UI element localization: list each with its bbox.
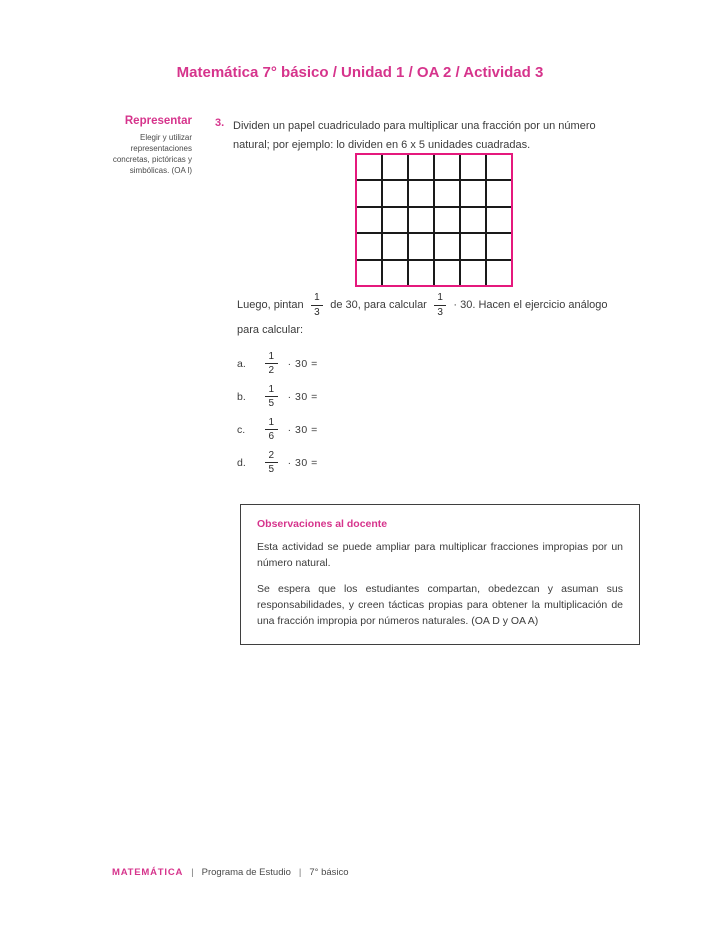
grid-cell xyxy=(461,155,485,179)
squared-paper-grid xyxy=(355,153,513,287)
fraction-denominator: 3 xyxy=(314,306,320,318)
instruction-paragraph xyxy=(237,289,657,336)
grid-cell xyxy=(383,234,407,258)
grid-cell xyxy=(487,181,511,205)
skill-heading: Representar xyxy=(124,115,192,127)
grid-cell xyxy=(487,261,511,285)
exercise-expression: · 30 = xyxy=(287,423,318,436)
exercise-label: d. xyxy=(237,456,246,469)
teacher-notes-box xyxy=(240,504,640,645)
footer-separator: | xyxy=(298,867,302,878)
fraction-numerator: 1 xyxy=(265,417,278,431)
grid-cell xyxy=(461,234,485,258)
grid-cell xyxy=(487,208,511,232)
skill-description-line: representaciones xyxy=(130,144,192,153)
instruction-text: de 30, para calcular xyxy=(330,299,427,311)
activity-number: 3. xyxy=(215,117,225,129)
grid-cell xyxy=(487,155,511,179)
exercise-label: a. xyxy=(237,357,246,370)
grid-cell xyxy=(357,234,381,258)
skill-description-line: simbólicas. (OA l) xyxy=(129,166,192,175)
instruction-text: para calcular: xyxy=(237,324,304,336)
grid-cell xyxy=(461,181,485,205)
fraction-denominator: 6 xyxy=(268,431,275,442)
activity-text-line: Dividen un papel cuadriculado para multiplicar una fracción por un número xyxy=(233,120,596,132)
grid-cell xyxy=(409,155,433,179)
grid-cell xyxy=(383,155,407,179)
grid-cell xyxy=(383,181,407,205)
fraction-numerator: 1 xyxy=(265,384,278,398)
grid-cell xyxy=(409,261,433,285)
fraction-denominator: 2 xyxy=(268,365,275,376)
fraction-denominator: 5 xyxy=(268,464,275,475)
grid-cell xyxy=(461,261,485,285)
fraction-one-third xyxy=(434,292,447,318)
grid-cell xyxy=(461,208,485,232)
activity-text-line: natural; por ejemplo: lo dividen en 6 x 5 unidades cuadradas. xyxy=(233,138,531,151)
exercise-expression: · 30 = xyxy=(287,390,318,403)
exercise-item-d xyxy=(237,446,318,479)
exercise-label: c. xyxy=(237,423,246,436)
exercise-expression: · 30 = xyxy=(287,357,318,370)
fraction xyxy=(265,450,278,476)
fraction xyxy=(265,384,278,410)
footer-grade-label: 7° básico xyxy=(309,867,349,878)
teacher-notes-paragraph: Esta actividad se puede ampliar para multiplicar fracciones impropias por un número natural. xyxy=(257,541,623,570)
footer-program-label: Programa de Estudio xyxy=(201,867,291,878)
grid-cell xyxy=(357,181,381,205)
grid-cell xyxy=(435,234,459,258)
skill-description-line: Elegir y utilizar xyxy=(139,133,192,142)
activity-text xyxy=(233,117,663,154)
exercise-item-c xyxy=(237,413,318,446)
grid-cell xyxy=(357,208,381,232)
grid-cell xyxy=(357,155,381,179)
exercise-item-a xyxy=(237,347,318,380)
fraction-numerator: 1 xyxy=(311,292,324,306)
footer-brand: MATEMÁTICA xyxy=(112,867,184,878)
grid-cell xyxy=(383,261,407,285)
fraction-numerator: 2 xyxy=(265,450,278,464)
skill-description-line: concretas, pictóricas y xyxy=(112,155,192,164)
fraction-one-third xyxy=(311,292,324,318)
fraction-denominator: 5 xyxy=(268,398,275,409)
instruction-line xyxy=(237,289,657,321)
teacher-notes-paragraph: Se espera que los estudiantes compartan, obedezcan y asuman sus responsabilidades, y creen tácticas propias para obtener la multiplicación de una fracción impropia por números naturales. (OA D y OA A) xyxy=(257,582,623,628)
grid-cell xyxy=(409,208,433,232)
instruction-text: Luego, pintan xyxy=(237,299,304,311)
fraction-denominator: 3 xyxy=(437,306,443,318)
teacher-notes-title: Observaciones al docente xyxy=(257,518,388,530)
grid-cell xyxy=(487,234,511,258)
grid-cell xyxy=(435,155,459,179)
fraction-numerator: 1 xyxy=(265,351,278,365)
grid-cell xyxy=(383,208,407,232)
grid-cell xyxy=(435,208,459,232)
grid-cell xyxy=(435,261,459,285)
grid-cell xyxy=(357,261,381,285)
exercise-item-b xyxy=(237,380,318,413)
exercise-expression: · 30 = xyxy=(287,456,318,469)
fraction xyxy=(265,417,278,443)
fraction-numerator: 1 xyxy=(434,292,447,306)
exercise-label: b. xyxy=(237,390,246,403)
instruction-text: · 30. Hacen el ejercicio análogo xyxy=(453,299,608,311)
grid-cell xyxy=(409,181,433,205)
grid-cell xyxy=(409,234,433,258)
grid-cell xyxy=(435,181,459,205)
footer-separator: | xyxy=(191,867,194,878)
page-title: Matemática 7° básico / Unidad 1 / OA 2 / Actividad 3 xyxy=(176,64,544,81)
fraction xyxy=(265,351,278,377)
exercise-list xyxy=(237,347,318,479)
page-footer xyxy=(112,867,349,878)
skill-sidebar xyxy=(96,115,192,176)
